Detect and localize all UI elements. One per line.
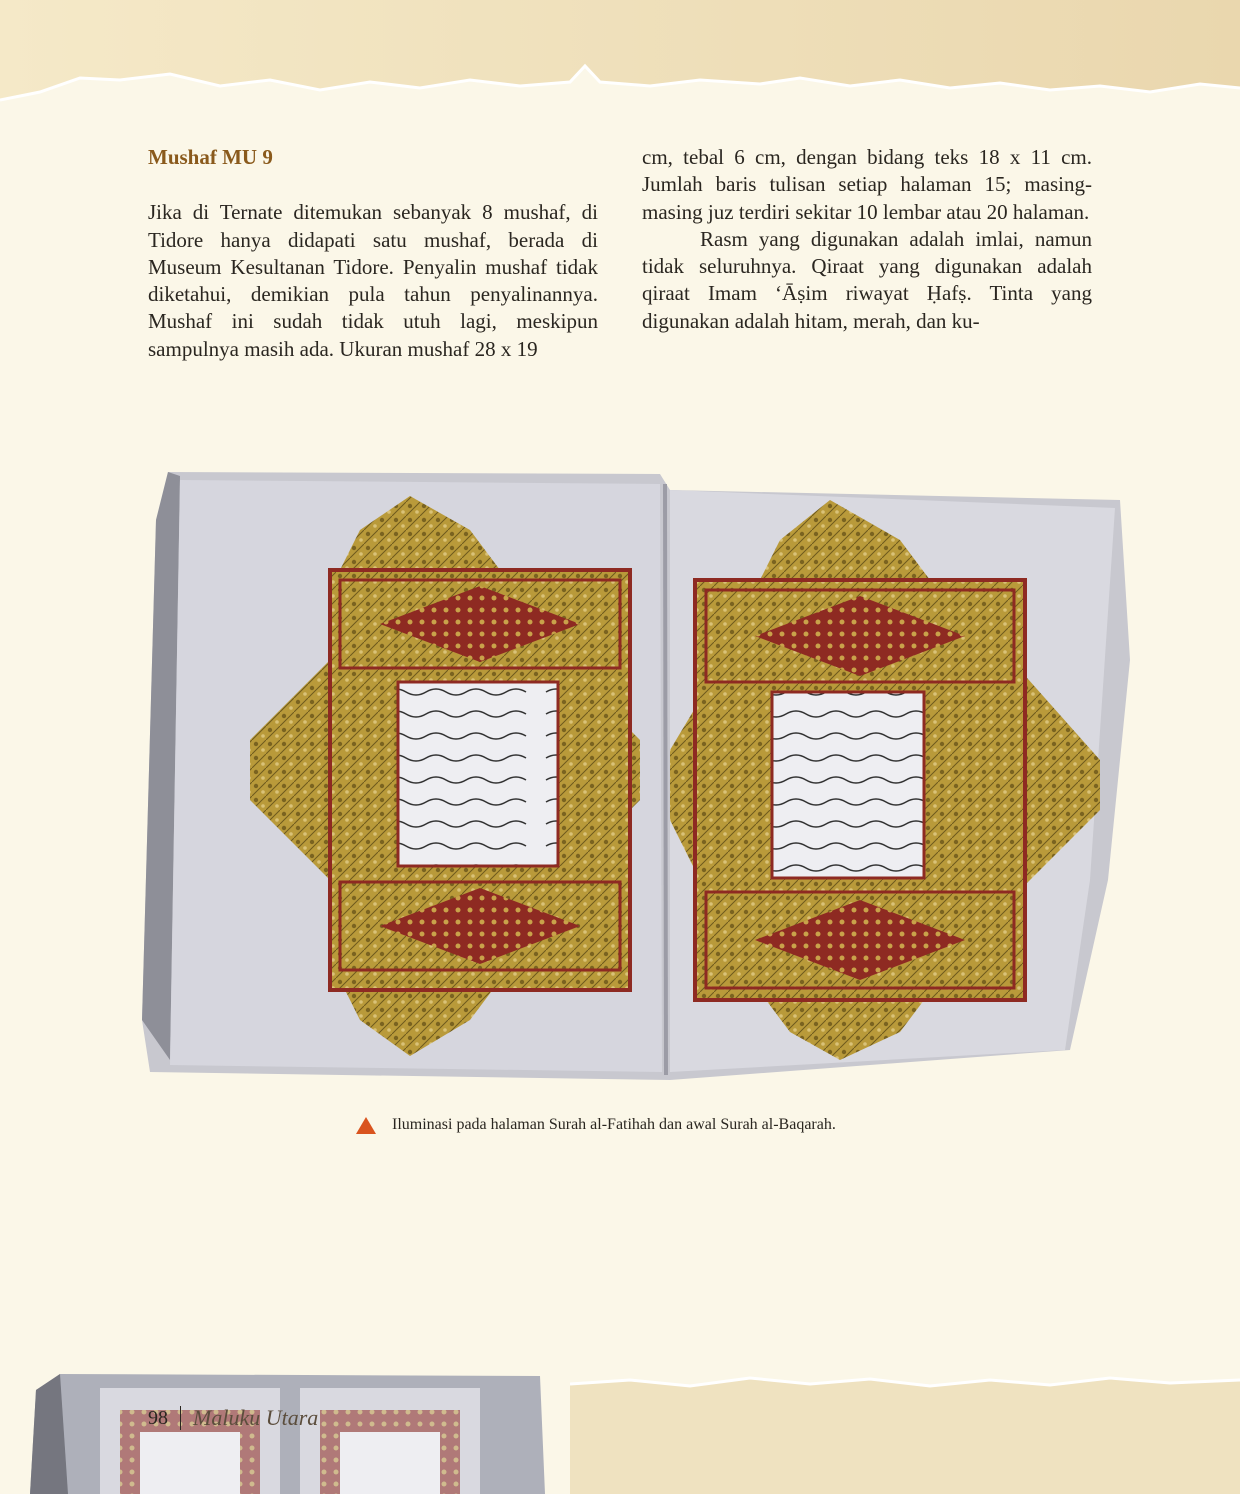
manuscript-thumbnail: [30, 1370, 550, 1494]
footer-separator: [180, 1406, 181, 1430]
right-column: [642, 144, 1092, 335]
page-footer: [148, 1405, 318, 1431]
figure-caption: [356, 1116, 836, 1134]
paragraph-left: Jika di Ternate ditemukan sebanyak 8 mushaf, di Tidore hanya didapati satu mushaf, berada di Museum Kesultanan Tidore. Penyalin mushaf tidak diketahui, demikian pula tahun penyalinannya. Mushaf ini sudah tidak utuh lagi, meskipun sampulnya masih ada. Ukuran mushaf 28 x 19: [148, 200, 598, 361]
caption-text: Iluminasi pada halaman Surah al-Fatihah dan awal Surah al-Baqarah.: [392, 1116, 836, 1133]
manuscript-photo: [140, 460, 1130, 1092]
torn-paper-top: [0, 0, 1240, 110]
triangle-marker-icon: [356, 1117, 376, 1134]
paragraph-right-1: cm, tebal 6 cm, dengan bidang teks 18 x 11 cm. Jumlah baris tulisan setiap halaman 15; masing-masing juz terdiri sekitar 10 lembar atau 20 halaman.: [642, 145, 1092, 224]
left-column: [148, 144, 598, 363]
page-number: 98: [148, 1406, 168, 1429]
torn-paper-bottom: [570, 1376, 1240, 1494]
paragraph-right-2: Rasm yang digunakan adalah imlai, namun tidak seluruhnya. Qiraat yang digunakan adalah qiraat Imam ʻĀṣim riwayat Ḥafṣ. Tinta yang digunakan adalah hitam, merah, dan ku-: [642, 226, 1092, 333]
section-heading: Mushaf MU 9: [148, 145, 273, 169]
running-title: Maluku Utara: [193, 1405, 319, 1430]
